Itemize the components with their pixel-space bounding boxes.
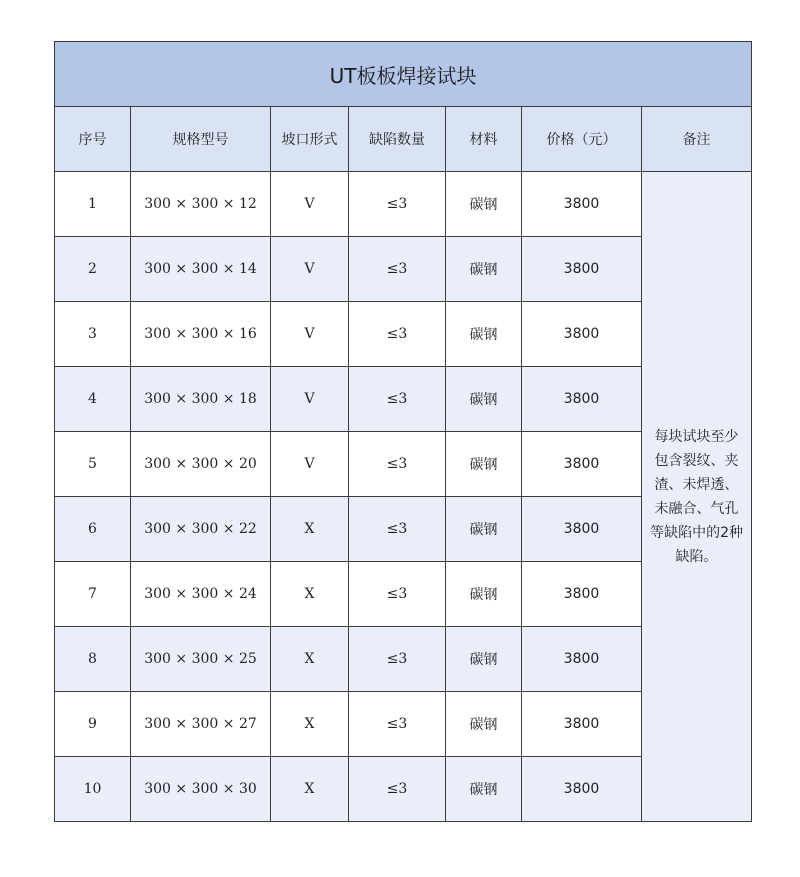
cell-spec: 300 × 300 × 30: [131, 757, 271, 822]
cell-spec: 300 × 300 × 22: [131, 497, 271, 562]
cell-groove: X: [271, 757, 349, 822]
cell-defects: ≤3: [349, 627, 446, 692]
cell-no: 7: [55, 562, 131, 627]
cell-price: 3800: [522, 302, 642, 367]
cell-price: 3800: [522, 627, 642, 692]
cell-material: 碳钢: [446, 432, 522, 497]
cell-no: 10: [55, 757, 131, 822]
cell-defects: ≤3: [349, 497, 446, 562]
cell-defects: ≤3: [349, 757, 446, 822]
cell-no: 4: [55, 367, 131, 432]
cell-price: 3800: [522, 692, 642, 757]
cell-material: 碳钢: [446, 692, 522, 757]
cell-groove: V: [271, 172, 349, 237]
cell-defects: ≤3: [349, 432, 446, 497]
cell-price: 3800: [522, 367, 642, 432]
cell-groove: V: [271, 367, 349, 432]
cell-no: 9: [55, 692, 131, 757]
cell-defects: ≤3: [349, 302, 446, 367]
header-note: 备注: [642, 107, 752, 172]
cell-price: 3800: [522, 562, 642, 627]
cell-no: 8: [55, 627, 131, 692]
cell-spec: 300 × 300 × 27: [131, 692, 271, 757]
cell-no: 3: [55, 302, 131, 367]
table-row: [55, 172, 752, 237]
cell-material: 碳钢: [446, 302, 522, 367]
cell-price: 3800: [522, 757, 642, 822]
cell-price: 3800: [522, 497, 642, 562]
cell-defects: ≤3: [349, 692, 446, 757]
cell-material: 碳钢: [446, 562, 522, 627]
header-material: 材料: [446, 107, 522, 172]
cell-spec: 300 × 300 × 18: [131, 367, 271, 432]
header-price: 价格（元）: [522, 107, 642, 172]
cell-spec: 300 × 300 × 14: [131, 237, 271, 302]
cell-no: 5: [55, 432, 131, 497]
cell-material: 碳钢: [446, 237, 522, 302]
cell-groove: V: [271, 302, 349, 367]
cell-groove: X: [271, 692, 349, 757]
cell-material: 碳钢: [446, 172, 522, 237]
header-groove: 坡口形式: [271, 107, 349, 172]
cell-defects: ≤3: [349, 367, 446, 432]
cell-groove: X: [271, 497, 349, 562]
cell-groove: V: [271, 432, 349, 497]
spec-table: [54, 41, 752, 822]
cell-spec: 300 × 300 × 25: [131, 627, 271, 692]
note-cell: 每块试块至少包含裂纹、夹渣、未焊透、未融合、气孔等缺陷中的2种缺陷。: [642, 172, 752, 822]
cell-spec: 300 × 300 × 16: [131, 302, 271, 367]
cell-material: 碳钢: [446, 757, 522, 822]
cell-spec: 300 × 300 × 12: [131, 172, 271, 237]
cell-material: 碳钢: [446, 497, 522, 562]
header-no: 序号: [55, 107, 131, 172]
cell-material: 碳钢: [446, 367, 522, 432]
cell-defects: ≤3: [349, 562, 446, 627]
cell-defects: ≤3: [349, 172, 446, 237]
cell-groove: X: [271, 562, 349, 627]
cell-no: 1: [55, 172, 131, 237]
cell-material: 碳钢: [446, 627, 522, 692]
header-defects: 缺陷数量: [349, 107, 446, 172]
cell-no: 2: [55, 237, 131, 302]
cell-defects: ≤3: [349, 237, 446, 302]
cell-groove: V: [271, 237, 349, 302]
cell-no: 6: [55, 497, 131, 562]
header-row: [55, 107, 752, 172]
cell-groove: X: [271, 627, 349, 692]
cell-spec: 300 × 300 × 20: [131, 432, 271, 497]
cell-price: 3800: [522, 432, 642, 497]
cell-price: 3800: [522, 172, 642, 237]
cell-price: 3800: [522, 237, 642, 302]
table-title: UT板板焊接试块: [55, 42, 752, 107]
cell-spec: 300 × 300 × 24: [131, 562, 271, 627]
header-spec: 规格型号: [131, 107, 271, 172]
